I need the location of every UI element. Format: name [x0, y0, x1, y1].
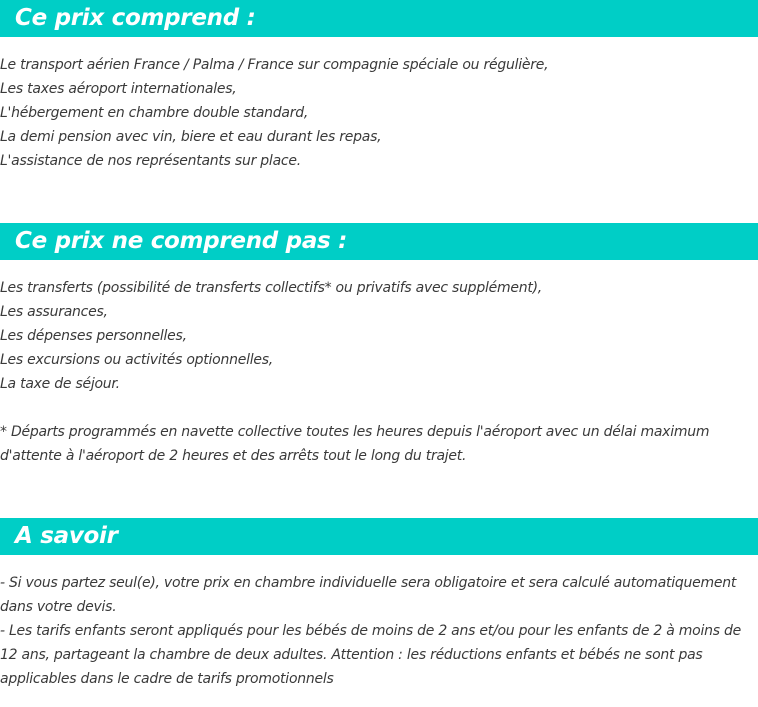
info-paragraph: - Si vous partez seul(e), votre prix en chambre individuelle sera obligatoire et sera calculé automatiquement dans votre devis.	[0, 575, 737, 615]
list-item: Les assurances,	[0, 304, 108, 320]
excludes-list	[0, 276, 758, 396]
section-header-excludes: Ce prix ne comprend pas :	[0, 223, 758, 260]
list-item: Les taxes aéroport internationales,	[0, 81, 237, 97]
list-item: La demi pension avec vin, biere et eau durant les repas,	[0, 129, 382, 145]
list-item: Les excursions ou activités optionnelles,	[0, 352, 273, 368]
section-header-includes: Ce prix comprend :	[0, 0, 758, 37]
list-item: L'hébergement en chambre double standard,	[0, 105, 309, 121]
transfer-note	[0, 420, 758, 468]
list-item: La taxe de séjour.	[0, 376, 120, 392]
info-paragraph: - Les tarifs enfants seront appliqués pour les bébés de moins de 2 ans et/ou pour les enfants de 2 à moins de 12 ans, partageant la chambre de deux adultes. Attention : les réductions enfants et bébés ne sont pas applicables dans le cadre de tarifs promotionnels	[0, 623, 742, 687]
list-item: Les transferts (possibilité de transferts collectifs* ou privatifs avec supplément),	[0, 280, 542, 296]
list-item: Les dépenses personnelles,	[0, 328, 187, 344]
a-savoir-text	[0, 571, 758, 691]
list-item: Le transport aérien France / Palma / France sur compagnie spéciale ou régulière,	[0, 57, 549, 73]
includes-list	[0, 53, 758, 173]
footnote-text: * Départs programmés en navette collective toutes les heures depuis l'aéroport avec un délai maximum d'attente à l'aéroport de 2 heures et des arrêts tout le long du trajet.	[0, 424, 710, 464]
section-header-a-savoir: A savoir	[0, 518, 758, 555]
list-item: L'assistance de nos représentants sur place.	[0, 153, 301, 169]
